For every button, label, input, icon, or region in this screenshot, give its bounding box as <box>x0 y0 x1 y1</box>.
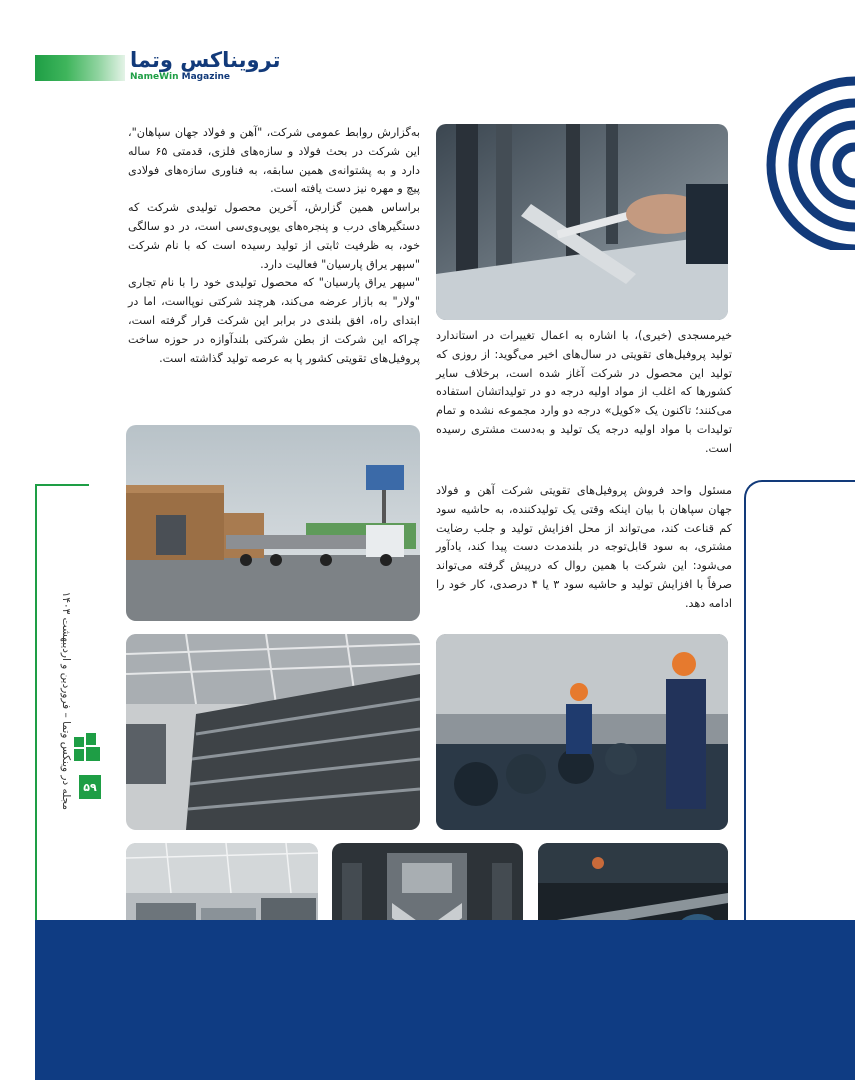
right-text-column-top <box>436 327 732 459</box>
right-frame-border <box>744 480 855 922</box>
paragraph: براساس همین گزارش، آخرین محصول تولیدی شرکت که دستگیرهای درب و پنجره‌های یوپی‌وی‌سی است، در دو سالگی خود، به ظرفیت ثابتی از تولید رسیده است که با نام شرکت "سپهر یراق پارسیان" فعالیت دارد. <box>128 201 420 271</box>
paragraph: خیرمسجدی (خیری)، با اشاره به اعمال تغییرات در استاندارد تولید پروفیل‌های تقویتی در سال‌های اخیر می‌گوید: از روزی که تولید این محصول در شرکت آغاز شده است، برخلاف سایر کشورها که اغلب از مواد اولیه درجه دو در تولیداتشان استفاده می‌کنند؛ تاکنون یک «کویل» درجه دو وارد مجموعه نشده و تمام تولیدات با مواد اولیه درجه یک تولید و به‌دست مشتری رسیده است. <box>436 329 732 455</box>
magazine-issue-label: مجله در وینکس وتما – فروردین و اردیبهشت ۱۴۰۳ <box>60 591 72 810</box>
magazine-logo: ترویناکس وتما <box>130 48 281 72</box>
magazine-logo-subtitle <box>130 72 230 82</box>
magazine-mini-logo <box>74 733 100 763</box>
paragraph: مسئول واحد فروش پروفیل‌های تقویتی شرکت آهن و فولاد جهان سپاهان با بیان اینکه وقتی یک تولیدکننده، به حاشیه سود کم قناعت کند، می‌تواند از محل افزایش تولید و جلب رضایت مشتری، به سود قابل‌توجه در بلندمدت دست پیدا کند، یادآور می‌شود: این شرکت با همین روال که درپیش گرفته می‌تواند صرفاً با افزایش تولید و حاشیه سود ۳ یا ۴ درصدی، کار خود را ادامه دهد. <box>436 484 732 610</box>
logo-en-suffix: Magazine <box>181 72 231 82</box>
left-text-column <box>128 124 420 368</box>
paragraph: "سپهر یراق پارسیان" که محصول تولیدی خود را با نام تجاری "ولار" به بازار عرضه می‌کند، هرچند شرکتی نوپااست، اما در ابتدای راه، افق بلندی در برابر این شرکت قرار گرفته است، چراکه این شرکت از بطن شرکتی بلندآوازه در حوزه ساخت پروفیل‌های تقویتی کشور پا به عرصه تولید گذاشته است. <box>128 276 420 365</box>
paragraph: به‌گزارش روابط عمومی شرکت، "آهن و فولاد جهان سپاهان"، این شرکت در بحث فولاد و سازه‌های فلزی، قدمتی ۶۵ ساله دارد و به پشتوانه‌ی همین سابقه، به فناوری سازه‌های فولادی پیچ و مهره نیز دست یافته است. <box>128 126 420 196</box>
header-green-bar <box>35 55 125 81</box>
photo-factory-exterior-truck <box>126 425 420 621</box>
photo-stacked-steel-profiles <box>126 634 420 830</box>
logo-en-prefix: NameWin <box>130 72 179 82</box>
right-text-column-bottom <box>436 482 732 614</box>
photo-caliper-measurement <box>436 124 728 320</box>
page-number: ۵۹ <box>79 775 101 799</box>
photo-workers-production-line <box>436 634 728 830</box>
bottom-blue-band <box>35 920 855 1080</box>
